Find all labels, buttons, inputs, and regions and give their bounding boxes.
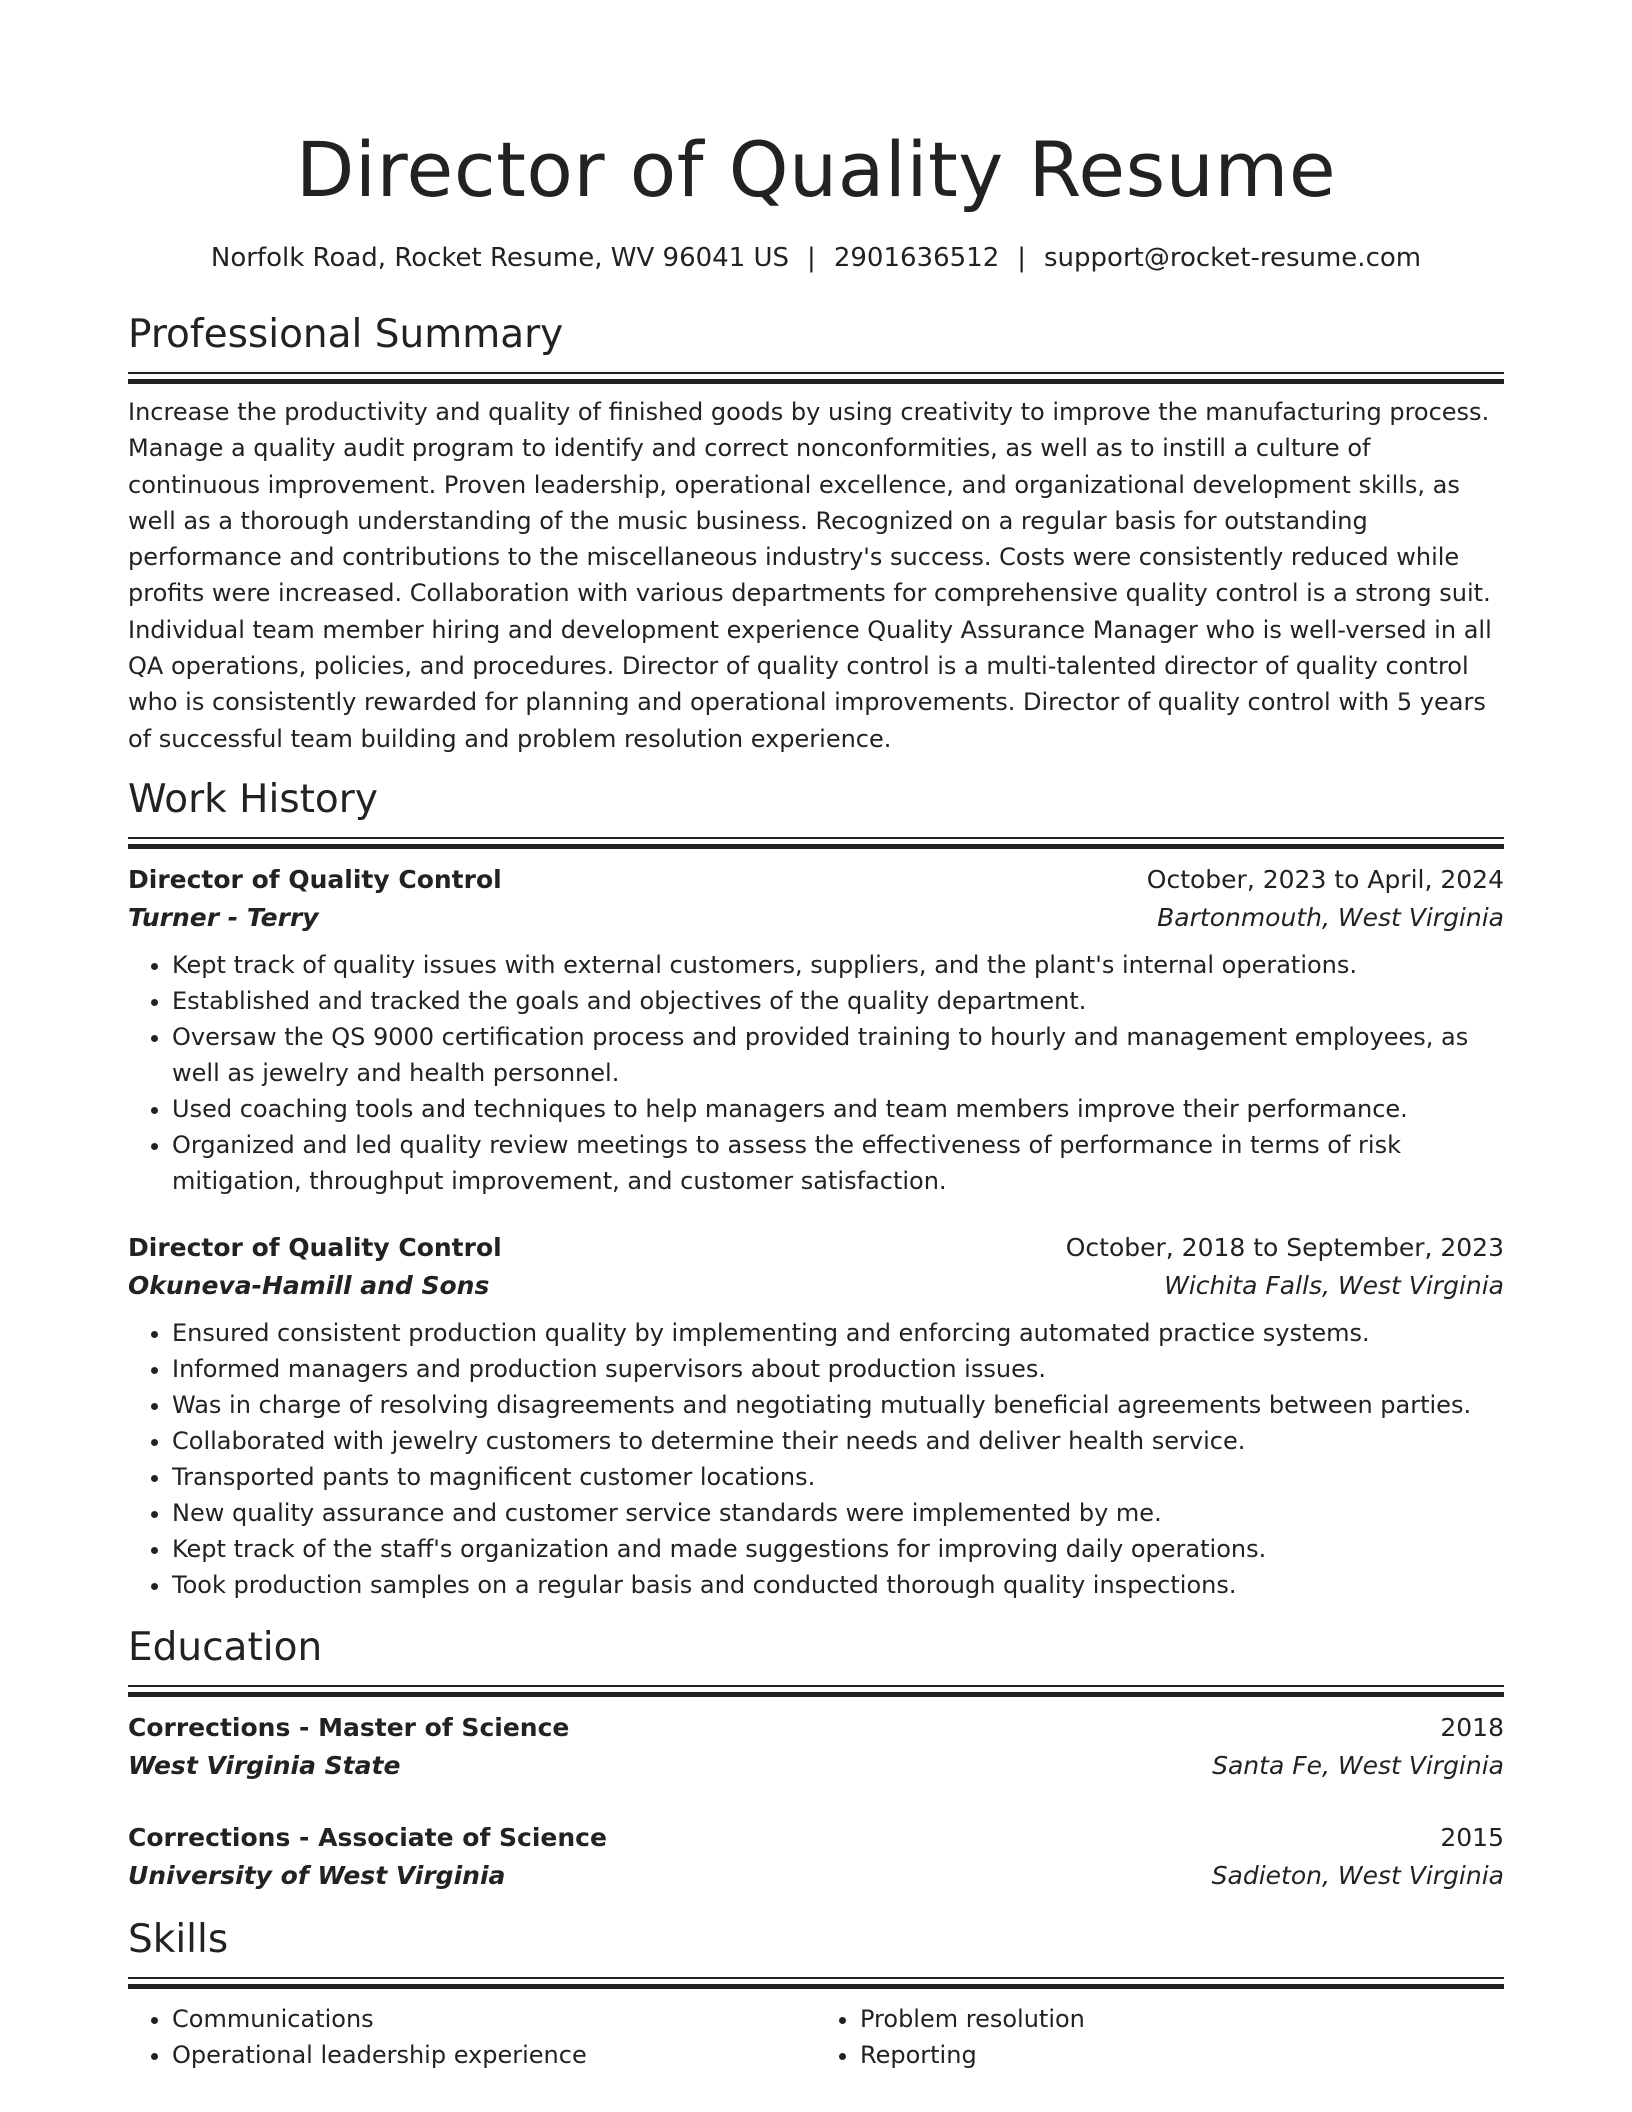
job-title: Director of Quality Control xyxy=(128,864,502,894)
skills-list-left xyxy=(128,2001,816,2073)
job-dates: October, 2018 to September, 2023 xyxy=(1065,1232,1504,1262)
education-header-row xyxy=(128,1819,1504,1857)
section-divider xyxy=(128,1977,1504,1989)
skills-list-right xyxy=(816,2001,1504,2073)
list-item: • Ensured consistent production quality by implementing and enforcing automated practice systems. xyxy=(172,1315,1504,1351)
education-school-row xyxy=(128,1857,1504,1895)
job-bullets xyxy=(128,1315,1504,1603)
contact-line xyxy=(128,240,1504,276)
job-header-row xyxy=(128,1229,1504,1267)
education-degree: Corrections - Associate of Science xyxy=(128,1822,607,1852)
section-divider xyxy=(128,837,1504,849)
list-item: • Collaborated with jewelry customers to determine their needs and deliver health service. xyxy=(172,1423,1504,1459)
education-school: University of West Virginia xyxy=(128,1860,506,1890)
list-item: • Informed managers and production supervisors about production issues. xyxy=(172,1351,1504,1387)
contact-separator: | xyxy=(1017,243,1026,273)
job-header-row xyxy=(128,861,1504,899)
list-item: • Established and tracked the goals and objectives of the quality department. xyxy=(172,983,1504,1019)
skills-grid xyxy=(128,1999,1504,2073)
list-item: • Used coaching tools and techniques to help managers and team members improve their performance. xyxy=(172,1091,1504,1127)
contact-separator: | xyxy=(807,243,816,273)
list-item: • Kept track of quality issues with external customers, suppliers, and the plant's internal operations. xyxy=(172,947,1504,983)
section-heading: Education xyxy=(128,1624,323,1670)
work-history-section xyxy=(128,775,1504,1603)
job-dates: October, 2023 to April, 2024 xyxy=(1146,864,1504,894)
education-location: Santa Fe, West Virginia xyxy=(1212,1750,1504,1780)
section-divider xyxy=(128,372,1504,384)
contact-phone: 2901636512 xyxy=(833,243,1000,273)
job-company: Turner - Terry xyxy=(128,902,319,932)
list-item: • Organized and led quality review meetings to assess the effectiveness of performance in terms of risk mitigation, throughput improvement, and customer satisfaction. xyxy=(172,1127,1504,1199)
job-company-row xyxy=(128,899,1504,937)
education-school-row xyxy=(128,1747,1504,1785)
summary-text: Increase the productivity and quality of finished goods by using creativity to improve the manufacturing process. Manage a quality audit program to identify and correct nonconformities, as well as to instill a culture of continuous improvement. Proven leadership, operational excellence, and organizational development skills, as well as a thorough understanding of the music business. Recognized on a regular basis for outstanding performance and contributions to the miscellaneous industry's success. Costs were consistently reduced while profits were increased. Collaboration with various departments for comprehensive quality control is a strong suit. Individual team member hiring and development experience Quality Assurance Manager who is well-versed in all QA operations, policies, and procedures. Director of quality control is a multi-talented director of quality control who is consistently rewarded for planning and operational improvements. Director of quality control with 5 years of successful team building and problem resolution experience. xyxy=(128,398,1492,753)
section-divider xyxy=(128,1685,1504,1697)
education-degree: Corrections - Master of Science xyxy=(128,1712,570,1742)
list-item: • Was in charge of resolving disagreements and negotiating mutually beneficial agreements between parties. xyxy=(172,1387,1504,1423)
job-bullets xyxy=(128,947,1504,1199)
summary-section xyxy=(128,310,1504,757)
education-entry xyxy=(128,1709,1504,1785)
list-item: • Transported pants to magnificent customer locations. xyxy=(172,1459,1504,1495)
job-entry xyxy=(128,1229,1504,1603)
education-section xyxy=(128,1623,1504,1895)
skill-item: • Reporting xyxy=(860,2037,1504,2073)
list-item: • Oversaw the QS 9000 certification process and provided training to hourly and management employees, as well as jewelry and health personnel. xyxy=(172,1019,1504,1091)
section-heading: Skills xyxy=(128,1916,229,1962)
section-heading: Work History xyxy=(128,776,378,822)
skill-item: • Operational leadership experience xyxy=(172,2037,816,2073)
skill-item: • Communications xyxy=(172,2001,816,2037)
education-year: 2015 xyxy=(1440,1822,1504,1852)
skill-item: • Problem resolution xyxy=(860,2001,1504,2037)
contact-email[interactable]: support@rocket-resume.com xyxy=(1044,243,1422,273)
list-item: • New quality assurance and customer service standards were implemented by me. xyxy=(172,1495,1504,1531)
job-company-row xyxy=(128,1267,1504,1305)
skills-section xyxy=(128,1915,1504,2073)
job-location: Wichita Falls, West Virginia xyxy=(1164,1270,1504,1300)
list-item: • Kept track of the staff's organization and made suggestions for improving daily operations. xyxy=(172,1531,1504,1567)
job-entry xyxy=(128,861,1504,1199)
contact-address: Norfolk Road, Rocket Resume, WV 96041 US xyxy=(210,243,790,273)
education-year: 2018 xyxy=(1440,1712,1504,1742)
job-company: Okuneva-Hamill and Sons xyxy=(128,1270,490,1300)
job-location: Bartonmouth, West Virginia xyxy=(1157,902,1504,932)
list-item: • Took production samples on a regular basis and conducted thorough quality inspections. xyxy=(172,1567,1504,1603)
job-title: Director of Quality Control xyxy=(128,1232,502,1262)
section-heading: Professional Summary xyxy=(128,312,564,357)
page-title: Director of Quality Resume xyxy=(295,125,1337,214)
education-location: Sadieton, West Virginia xyxy=(1211,1860,1504,1890)
education-header-row xyxy=(128,1709,1504,1747)
education-school: West Virginia State xyxy=(128,1750,401,1780)
education-entry xyxy=(128,1819,1504,1895)
